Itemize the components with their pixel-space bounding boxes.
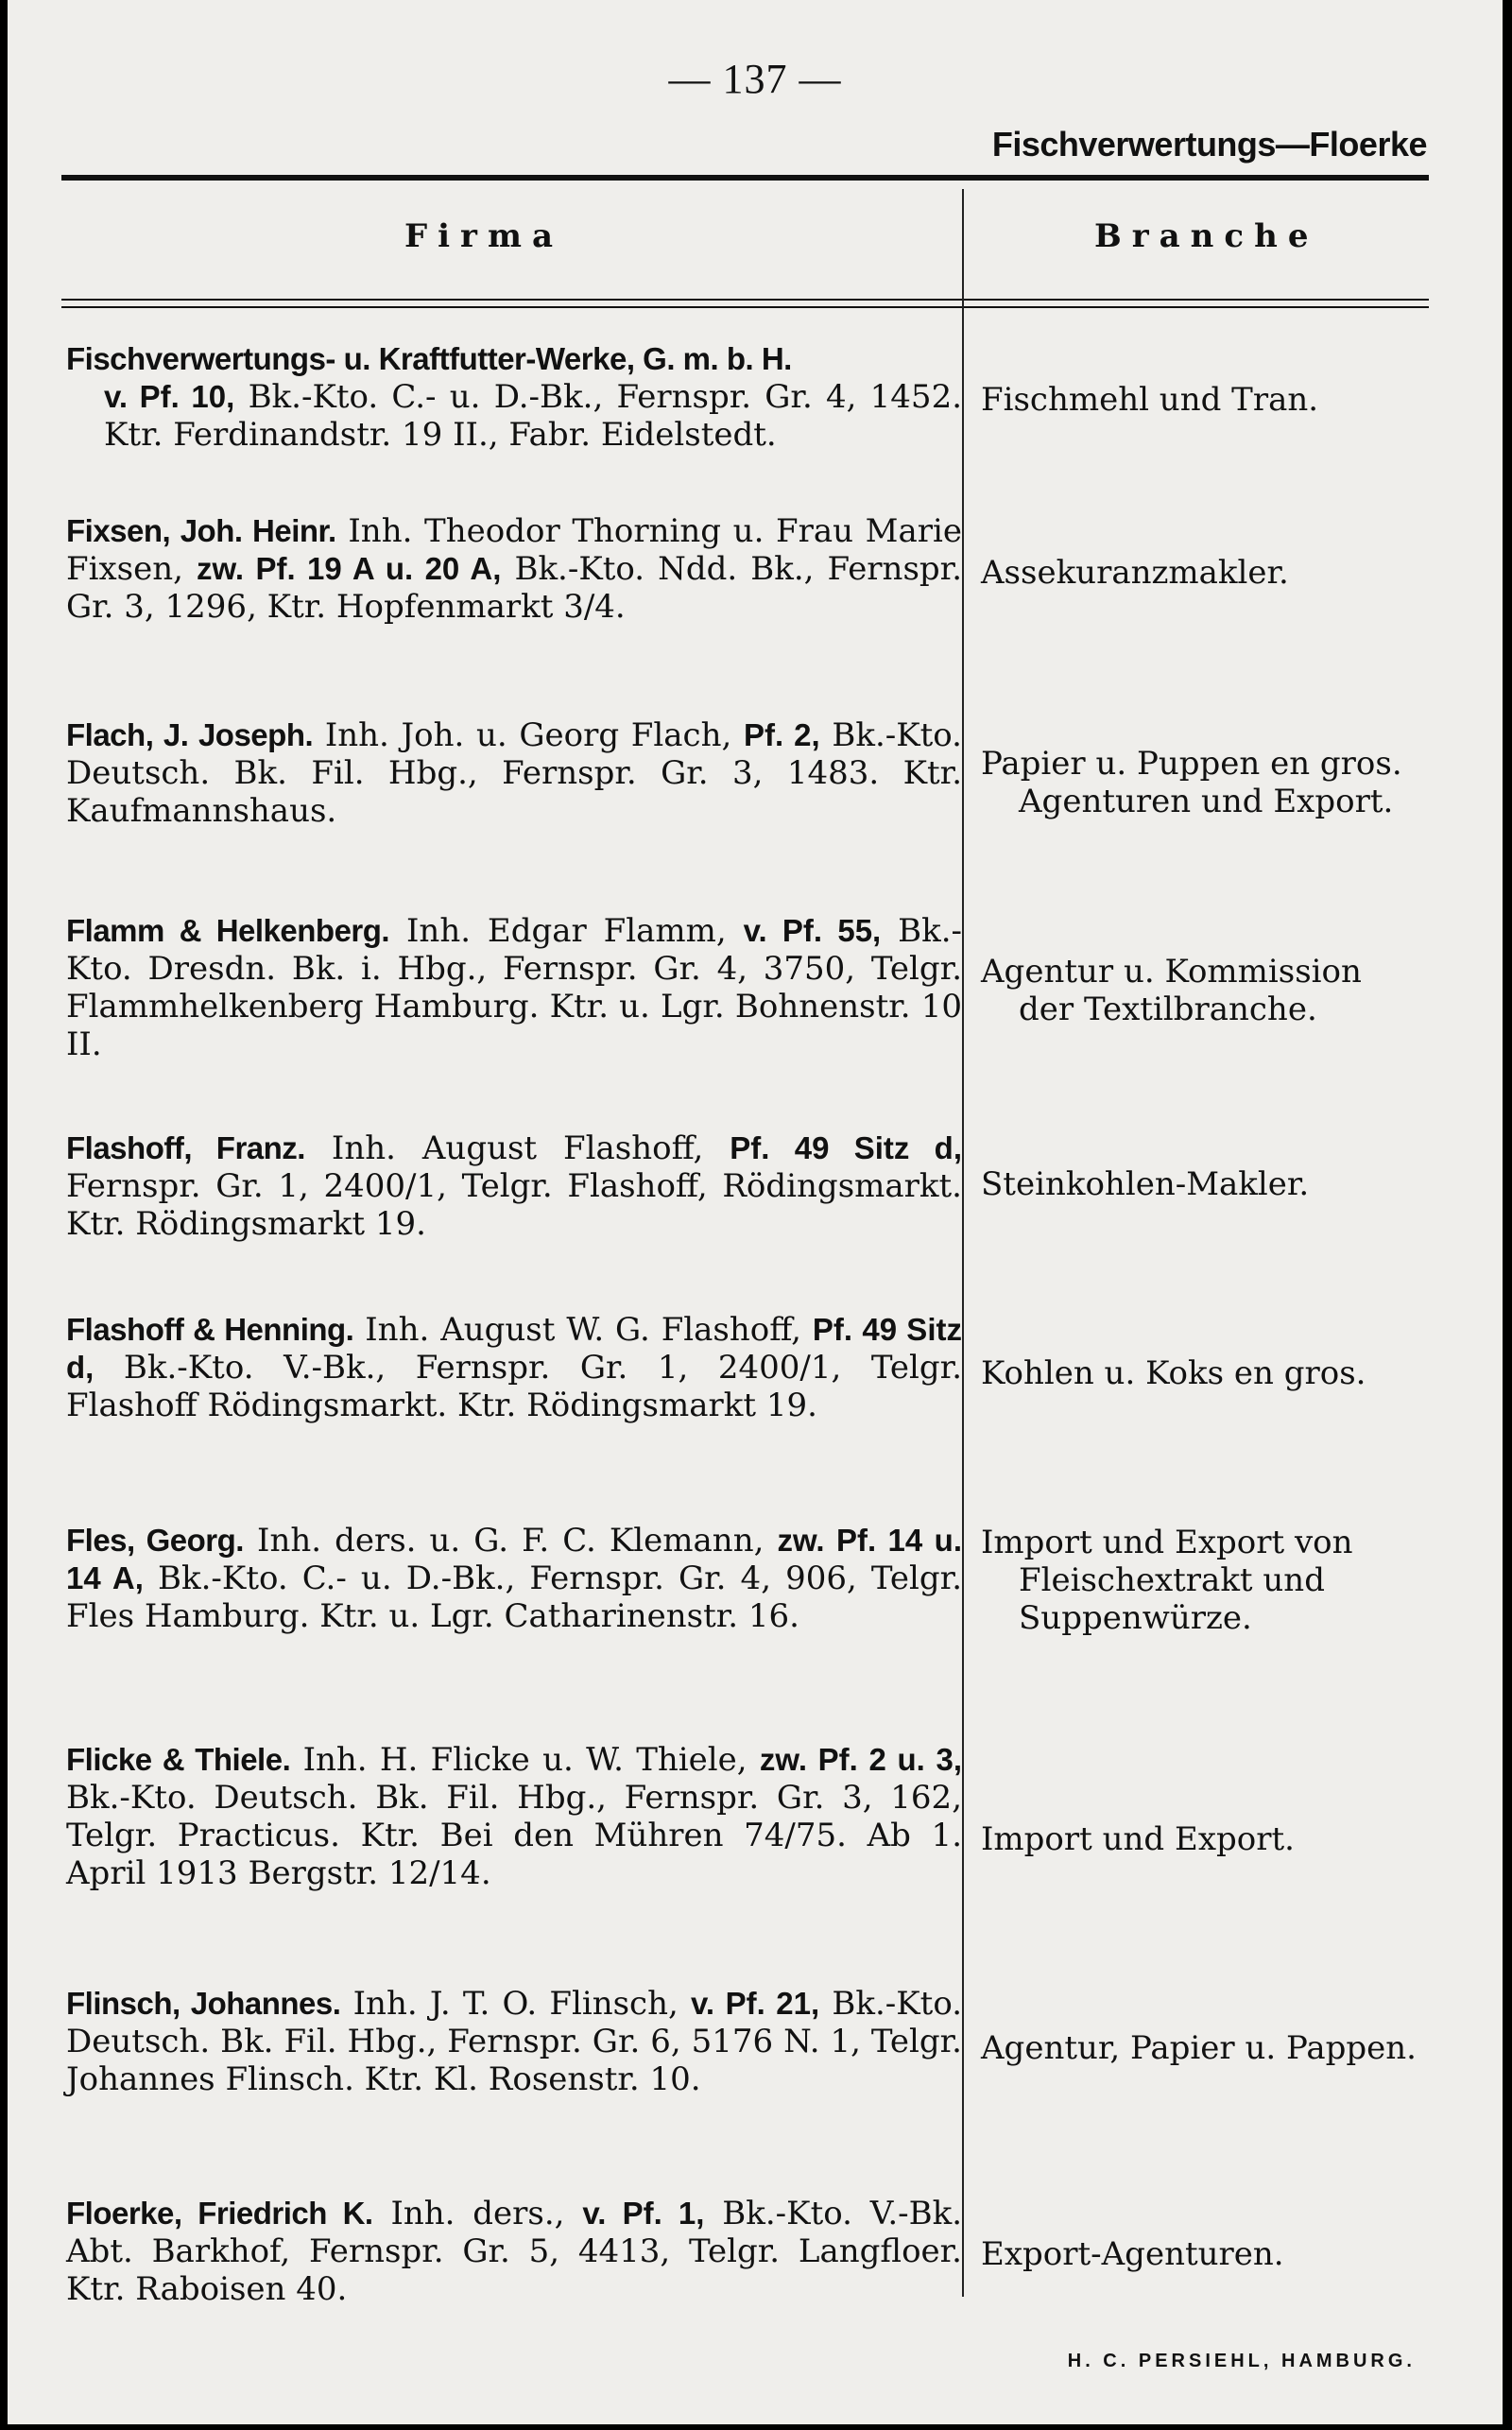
firm-name: Flashoff, Franz. [66, 1130, 305, 1165]
branch-line: Import und Export. [981, 1820, 1295, 1858]
firm-entry [66, 1311, 962, 1424]
branch-entry [981, 2029, 1444, 2067]
branch-line: Agentur, Papier u. Pappen. [981, 2029, 1417, 2067]
firm-entry [66, 1522, 962, 1635]
firm-name: Flinsch, Johannes. [66, 1986, 341, 2021]
branch-line: Agenturen und Export. [1019, 783, 1394, 820]
firm-details: Bk.-Kto. Deutsch. Bk. Fil. Hbg., Fernspr. Gr. 3, 1483. Ktr. Kaufmannshaus. [66, 716, 962, 830]
postfach: v. Pf. 55, [743, 913, 882, 948]
firm-details: Bk.-Kto. Dresdn. Bk. i. Hbg., Fernspr. Gr. 4, 3750, Telgr. Flammhelkenberg Hamburg. Ktr. u. Lgr. Bohnenstr. 10 II. [66, 912, 962, 1063]
firm-owner: Inh. ders. u. G. F. C. Klemann, [257, 1522, 765, 1560]
firm-owner: Inh. Theodor Thorning u. Frau Marie Fixsen, [66, 512, 962, 588]
branch-line: Agentur u. Kommission [981, 953, 1362, 991]
postfach: Pf. 49 Sitz d, [730, 1130, 963, 1165]
branch-entry [981, 554, 1444, 592]
branch-entry [981, 745, 1444, 820]
branch-line: Export-Agenturen. [981, 2235, 1284, 2273]
branch-line: der Textilbranche. [1019, 991, 1317, 1028]
branch-entry [981, 1524, 1444, 1637]
postfach: v. Pf. 21, [690, 1986, 820, 2021]
firm-entry [66, 912, 962, 1063]
column-header-firma: Firma [404, 217, 563, 255]
branch-line: Assekuranzmakler. [981, 554, 1289, 592]
firm-details: Bk.-Kto. V.-Bk. Abt. Barkhof, Fernspr. Gr. 5, 4413, Telgr. Langfloer. Ktr. Raboisen 40. [66, 2195, 963, 2308]
page-number: — 137 — [668, 56, 842, 102]
postfach: v. Pf. 1, [582, 2196, 705, 2231]
firm-owner: Inh. Edgar Flamm, [405, 912, 727, 950]
branch-entry [981, 1820, 1444, 1858]
top-rule [61, 175, 1429, 181]
column-header-branche: Branche [1094, 217, 1319, 255]
column-divider [962, 189, 964, 2297]
firm-owner: Inh. J. T. O. Flinsch, [352, 1985, 679, 2023]
firm-details: Bk.-Kto. Deutsch. Bk. Fil. Hbg., Fernspr. Gr. 3, 162, Telgr. Practicus. Ktr. Bei den Mühren 74/75. Ab 1. April 1913 Bergstr. 12/14. [66, 1779, 962, 1892]
branch-entry [981, 381, 1444, 419]
running-head: Fischverwertungs—Floerke [991, 125, 1427, 164]
branch-entry [981, 1354, 1444, 1392]
firm-owner: Inh. August Flashoff, [331, 1129, 704, 1167]
postfach: Pf. 2, [743, 717, 820, 752]
header-rule-double [61, 306, 1429, 308]
branch-line: Import und Export von [981, 1524, 1353, 1561]
firm-details: Bk.-Kto. C.- u. D.-Bk., Fernspr. Gr. 4, 906, Telgr. Fles Hamburg. Ktr. u. Lgr. Catharinenstr. 16. [66, 1560, 962, 1635]
firm-name: Flamm & Helkenberg. [66, 913, 390, 948]
printer-imprint: H. C. PERSIEHL, HAMBURG. [1067, 2351, 1416, 2371]
firm-entry [66, 1741, 962, 1892]
postfach: zw. Pf. 2 u. 3, [759, 1742, 963, 1777]
firm-entry [66, 1985, 962, 2098]
firm-name: Flashoff & Henning. [66, 1312, 354, 1347]
directory-page [8, 0, 1503, 2424]
firm-details: Bk.-Kto. V.-Bk., Fernspr. Gr. 1, 2400/1, Telgr. Flashoff Rödingsmarkt. Ktr. Rödingsmarkt 19. [66, 1349, 962, 1424]
firm-name: Flach, J. Joseph. [66, 717, 314, 752]
branch-entry [981, 1165, 1444, 1203]
firm-entry [66, 512, 962, 626]
firm-entry [66, 1129, 962, 1243]
postfach: zw. Pf. 19 A u. 20 A, [196, 551, 502, 586]
firm-details: Bk.-Kto. C.- u. D.-Bk., Fernspr. Gr. 4, 1452. Ktr. Ferdinandstr. 19 II., Fabr. Eidelstedt. [104, 378, 963, 454]
branch-line: Fleischextrakt und [1019, 1561, 1325, 1599]
firm-entry [66, 716, 962, 830]
postfach: Pf. 49 Sitz d, [66, 1312, 962, 1385]
firm-name: Fles, Georg. [66, 1523, 244, 1558]
firm-details: Fernspr. Gr. 1, 2400/1, Telgr. Flashoff, Rödingsmarkt. Ktr. Rödingsmarkt 19. [66, 1167, 962, 1243]
firm-name: Floerke, Friedrich K. [66, 2196, 373, 2231]
firm-entry [66, 340, 962, 454]
firm-details: Bk.-Kto. Deutsch. Bk. Fil. Hbg., Fernspr. Gr. 6, 5176 N. 1, Telgr. Johannes Flinsch. Ktr. Kl. Rosenstr. 10. [66, 1985, 963, 2098]
branch-line: Kohlen u. Koks en gros. [981, 1354, 1366, 1392]
firm-entry [66, 2195, 962, 2308]
branch-line: Fischmehl und Tran. [981, 381, 1319, 419]
branch-line: Papier u. Puppen en gros. [981, 745, 1402, 783]
branch-line: Steinkohlen-Makler. [981, 1165, 1310, 1203]
branch-entry [981, 953, 1444, 1028]
firm-owner: Inh. Joh. u. Georg Flach, [324, 716, 732, 754]
firm-owner: Inh. H. Flicke u. W. Thiele, [302, 1741, 747, 1779]
header-rule [61, 299, 1429, 301]
firm-name: Flicke & Thiele. [66, 1742, 291, 1777]
branch-entry [981, 2235, 1444, 2273]
firm-details: Bk.-Kto. Ndd. Bk., Fernspr. Gr. 3, 1296, Ktr. Hopfenmarkt 3/4. [66, 550, 962, 626]
branch-line: Suppenwürze. [1019, 1599, 1252, 1637]
postfach: v. Pf. 10, [104, 379, 235, 414]
firm-name: Fischverwertungs- u. Kraftfutter-Werke, G. m. b. H. [66, 341, 792, 376]
firm-owner: Inh. August W. G. Flashoff, [365, 1311, 801, 1349]
firm-owner: Inh. ders., [390, 2195, 565, 2232]
firm-name: Fixsen, Joh. Heinr. [66, 513, 336, 548]
postfach: zw. Pf. 14 u. 14 A, [66, 1523, 962, 1595]
